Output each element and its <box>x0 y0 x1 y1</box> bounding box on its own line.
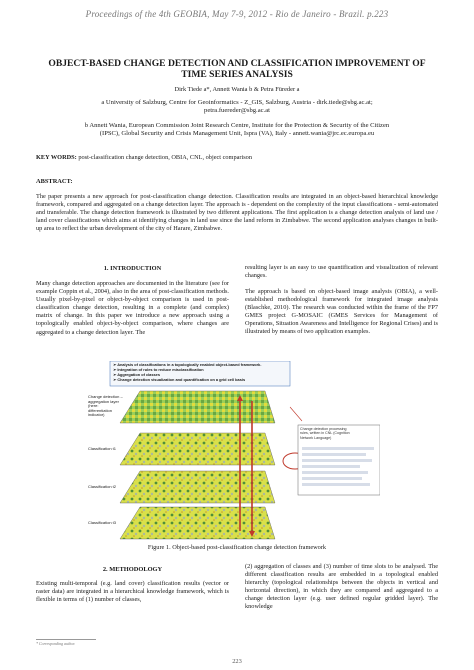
figure-bullet-3: ➢ Aggregation of classes <box>113 372 161 377</box>
footnote: * Corresponding author. <box>36 641 76 646</box>
figure-1-diagram <box>90 361 380 541</box>
keywords-label: KEY WORDS: <box>36 154 77 161</box>
affiliation-b <box>36 122 438 138</box>
keywords <box>36 154 438 161</box>
figure-bullet-list <box>113 362 313 382</box>
methodology-right-text: (2) aggregation of classes and (3) number of time slots to be analysed. The different classification results are embedded in a topological enabled hierarchy (topological relationships between the objects in vertical and horizontal direction), in which they are compared and aggregated to a change detection layer (e.g. user defined regular gridded layer). The knowledge <box>245 563 438 611</box>
methodology-left-text: Existing multi-temporal (e.g. land cover) classification results (vector or raster data) are integrated in a hierarchical knowledge framework, which is flexible in terms of (1) number of classes, <box>36 580 229 604</box>
figure-caption: Figure 1. Object-based post-classification change detection framework <box>147 544 327 551</box>
figure-bullet-1: ➢ Analysis of classifications in a topologically enabled object-based framework. <box>113 362 262 367</box>
page-number: 223 <box>232 658 242 665</box>
abstract-heading: ABSTRACT: <box>36 178 73 185</box>
running-header: Proceedings of the 4th GEOBIA, May 7-9, 2012 - Rio de Janeiro - Brazil. p.223 <box>85 9 389 19</box>
affiliation-a <box>36 99 438 115</box>
affiliation-a-line-1: a University of Salzburg, Centre for Geoinformatics - Z_GIS, Salzburg, Austria - dirk.tiede@sbg.ac.at; <box>101 99 373 106</box>
title-line-2: TIME SERIES ANALYSIS <box>181 69 293 80</box>
intro-right-text-1: resulting layer is an easy to use quantification and visualization of relevant changes. <box>245 264 438 280</box>
cnl-leader-line <box>290 407 302 421</box>
footnote-divider <box>36 639 96 640</box>
methodology-heading: 2. METHODOLOGY <box>102 566 163 573</box>
figure-bullet-4: ➢ Change detection visualization and quantification on a grid cell basis <box>113 377 246 382</box>
change-layer-label: Change detection – aggregation layer (here: differentiation indicator) <box>88 394 123 418</box>
keywords-text: post-classification change detection, OBIA, CNL, object comparison <box>76 154 252 161</box>
intro-heading: 1. INTRODUCTION <box>103 265 162 272</box>
classification-t1-label: Classification t1 <box>88 446 117 451</box>
paper-title <box>20 58 454 80</box>
classification-t3-label: Classification t3 <box>88 520 117 525</box>
intro-right-text-2: The approach is based on object-based image analysis (OBIA), a well-established methodological framework for integrated image analysis (Blaschke, 2010). The research was conducted within the frame of the FP7 GMES project G-MOSAIC (GMES Services for Management of Operations, Situation Awareness and Intelligence for Regional Crises) and is illustrated by means of two application examples. <box>245 288 438 336</box>
classification-t2-label: Classification t2 <box>88 484 117 489</box>
cnl-rules-note: Change detection processing rules, written in CNL (Cognition Network Language) <box>300 427 350 440</box>
author-list: Dirk Tiede a*, Annett Wania b & Petra Füreder a <box>174 86 300 93</box>
abstract-text: The paper presents a new approach for post-classification change detection. Classification results are integrated in an object-based hierarchical knowledge framework, compared and aggregated on a change detection layer. The approach is - dependent on the complexity of the input classifications - semi-automated and transferable. The change detection framework is illustrated by two different applications. The first application is a change detection analysis of land use / land cover classifications which aims at identifying changes in land use since the land reform in Zimbabwe. The second application analyses changes in built-up area to reflect the urban development of the city of Harare, Zimbabwe. <box>36 193 438 233</box>
affiliation-a-line-2: petra.fuereder@sbg.ac.at <box>204 107 270 114</box>
figure-bullet-2: ➢ Integration of rules to reduce misclassification <box>113 367 204 372</box>
affiliation-b-line-2: (IPSC), Global Security and Crisis Management Unit, Ispra (VA), Italy - annett.wania@jrc.ec.europa.eu <box>99 130 375 137</box>
affiliation-b-line-1: b Annett Wania, European Commission Joint Research Centre, Institute for the Protection & Security of the Citizen <box>84 122 390 129</box>
intro-left-text: Many change detection approaches are documented in the literature (see for example Coppin et al., 2004), also in the area of post-classification methods. Usually pixel-by-pixel or object-by-object comparison is used in post-classification change detection, resulting in a complete (and complex) matrix of change. In this paper we introduce a new approach using a topologically enabled object-by-object comparison, where changes are aggregated to a change detection layer. The <box>36 280 229 336</box>
title-line-1: OBJECT-BASED CHANGE DETECTION AND CLASSIFICATION IMPROVEMENT OF <box>48 58 426 69</box>
